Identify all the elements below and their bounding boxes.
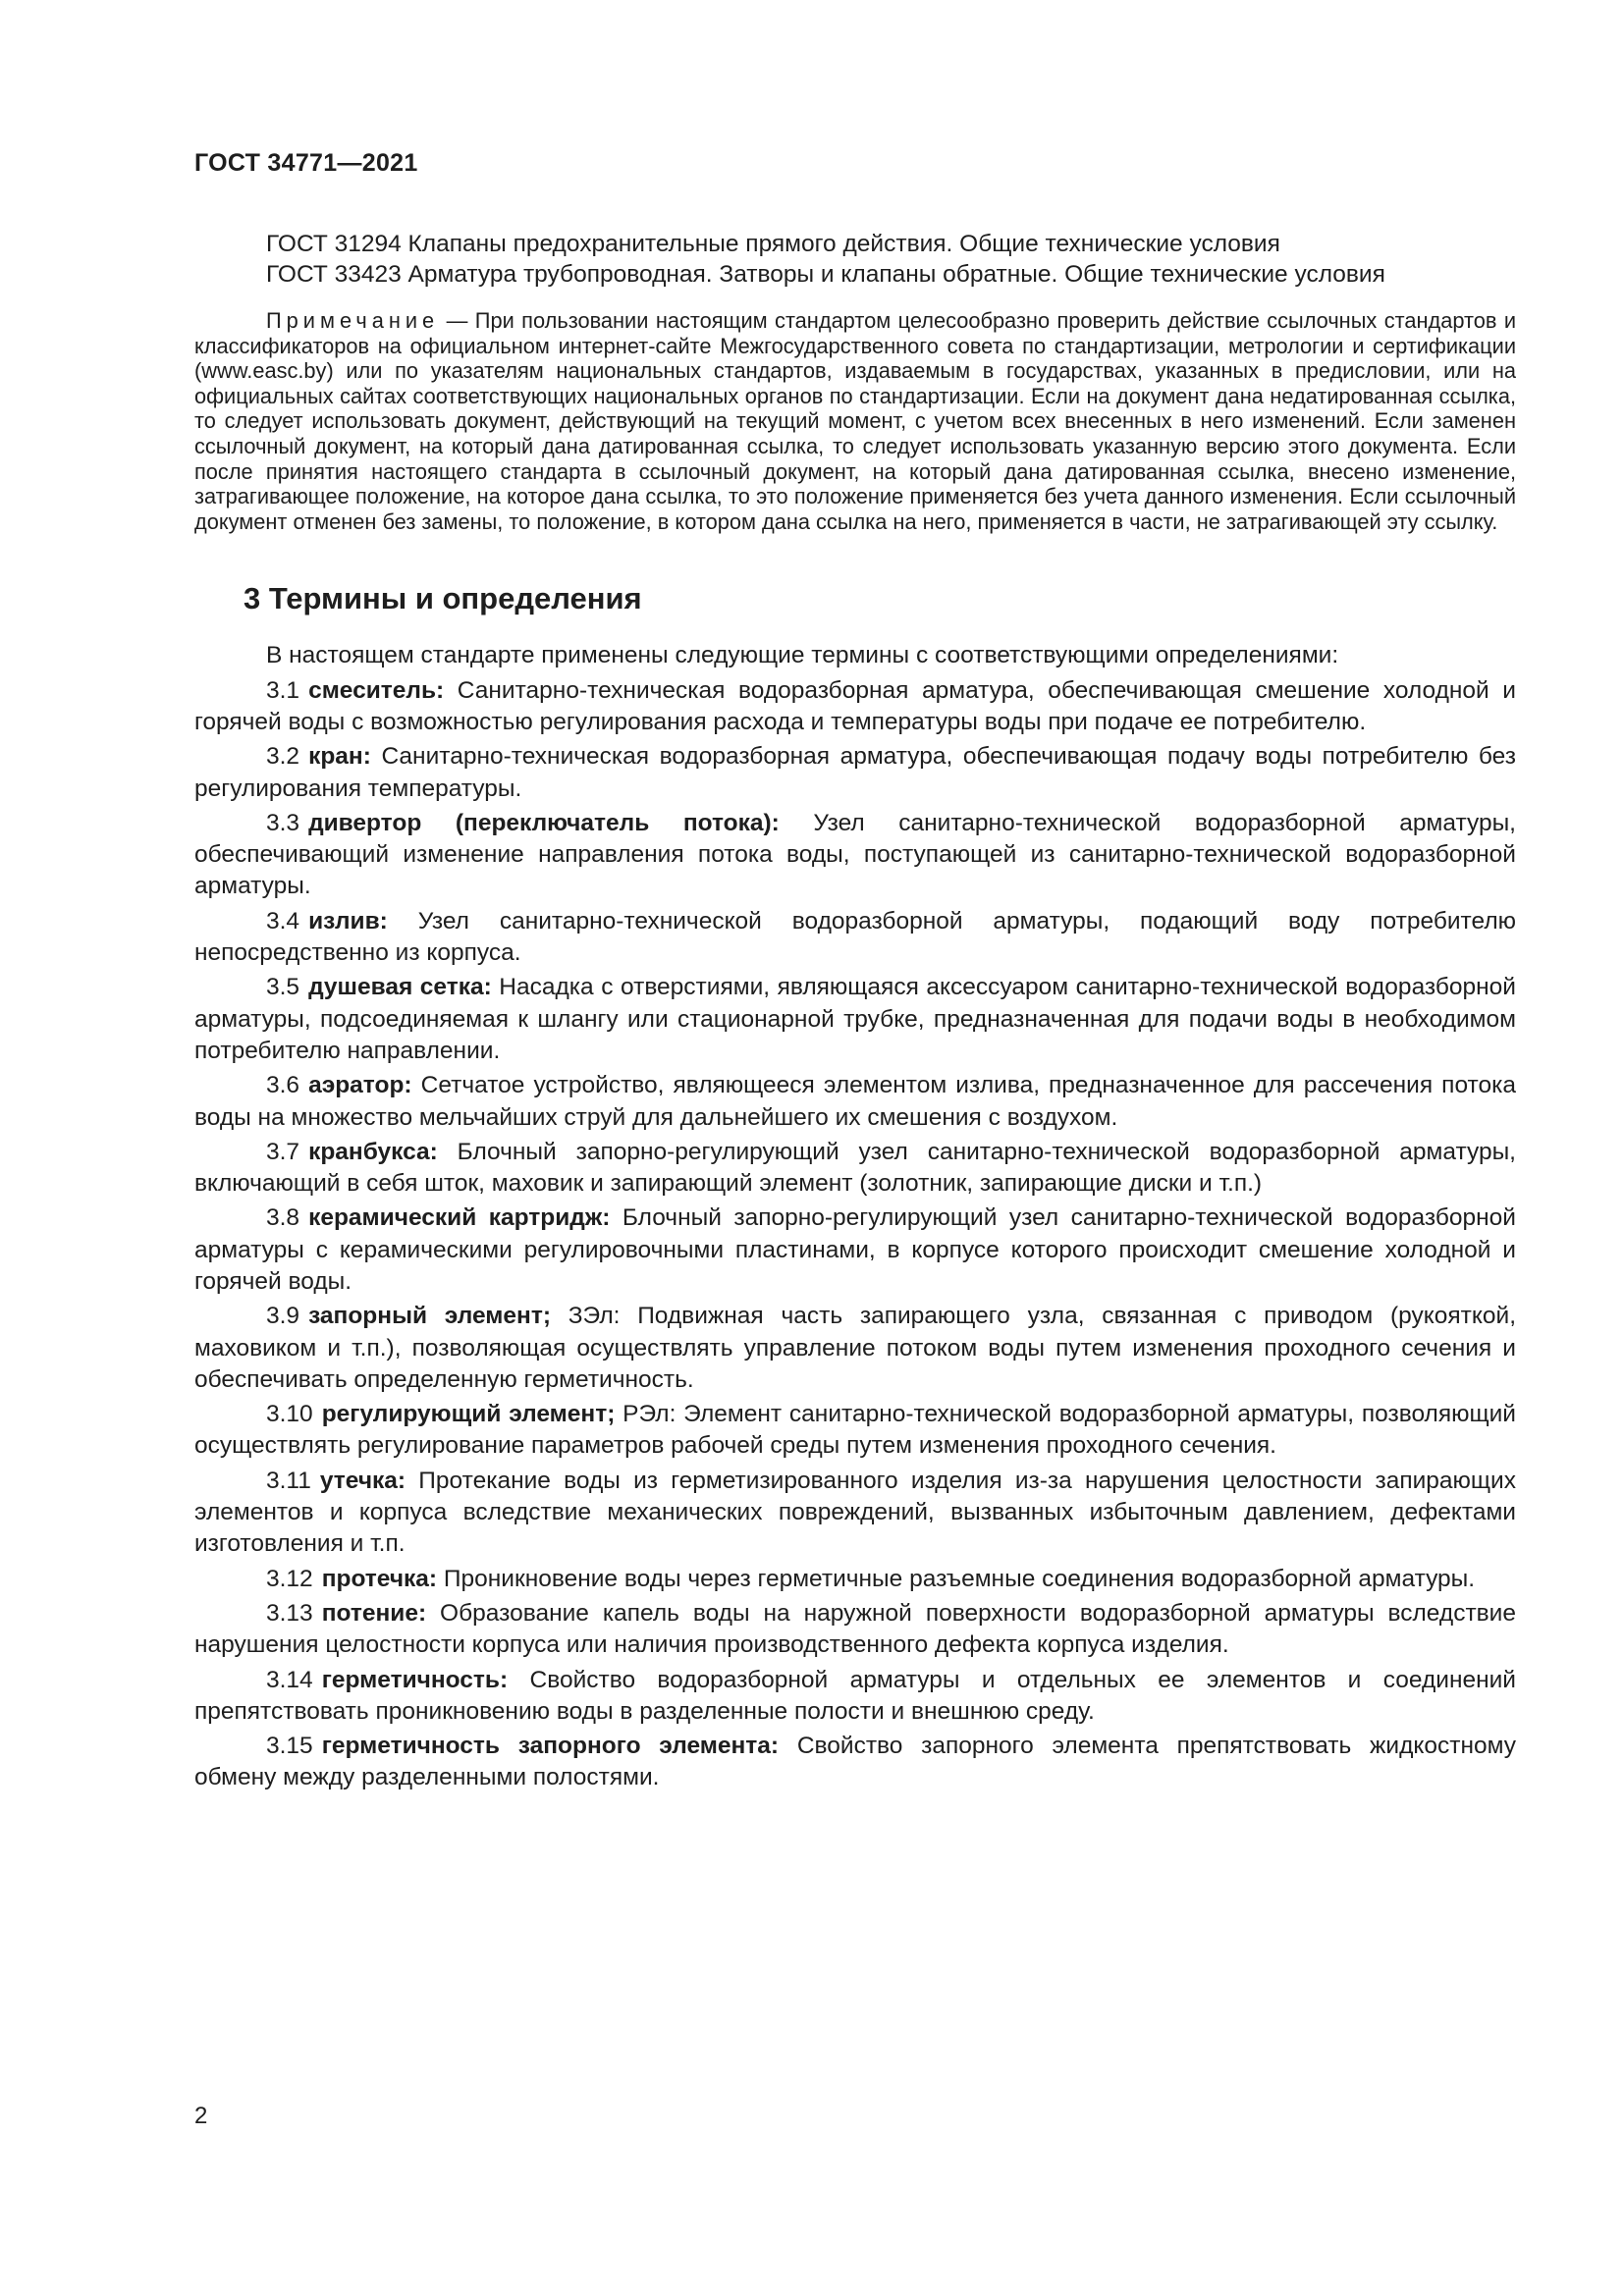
term-number: 3.13 [266, 1599, 313, 1627]
term-number: 3.11 [266, 1467, 311, 1494]
note-label: Примечание [266, 308, 440, 333]
term-definition [194, 906, 1516, 970]
references-note [194, 308, 1516, 534]
term-number: 3.5 [266, 974, 300, 1001]
term-text: Узел санитарно-технической водоразборной арматуры, обеспечивающий изменение направления потока воды, поступающей из санитарно-технической водоразборной арматуры. [194, 809, 1516, 900]
term-definition [194, 1466, 1516, 1561]
normative-reference: ГОСТ 33423 Арматура трубопроводная. Затворы и клапаны обратные. Общие технические условия [266, 261, 1385, 288]
term-definition [194, 675, 1516, 739]
term-definition [194, 808, 1516, 903]
term-definition [194, 1070, 1516, 1134]
term-name: аэратор: [308, 1072, 412, 1099]
term-text: Санитарно-техническая водоразборная арматура, обеспечивающая смешение холодной и горячей воды с возможностью регулирования расхода и температуры воды при подаче ее потребителю. [194, 676, 1516, 735]
term-name: кран: [308, 743, 371, 771]
term-text: Насадка с отверстиями, являющаяся аксессуаром санитарно-технической водоразборной арматуры, подсоединяемая к шлангу или стационарной трубке, предназначенная для подачи воды в необходимом потребителю направлении. [194, 974, 1516, 1064]
term-text: Узел санитарно-технической водоразборной арматуры, подающий воду потребителю непосредственно из корпуса. [194, 907, 1516, 967]
term-definition [194, 1731, 1516, 1794]
term-text: Образование капель воды на наружной поверхности водоразборной арматуры вследствие нарушения целостности корпуса или наличия производственного дефекта корпуса изделия. [194, 1599, 1516, 1659]
term-number: 3.14 [266, 1666, 313, 1693]
term-name: керамический картридж: [308, 1204, 611, 1232]
term-definition [194, 1598, 1516, 1662]
term-name: герметичность запорного элемента: [321, 1733, 780, 1760]
normative-reference: ГОСТ 31294 Клапаны предохранительные прямого действия. Общие технические условия [266, 231, 1280, 257]
term-number: 3.1 [266, 676, 300, 704]
term-name: утечка: [319, 1467, 406, 1494]
term-text: Сетчатое устройство, являющееся элементом излива, предназначенное для рассечения потока воды на множество мельчайших струй для дальнейшего их смешения с воздухом. [194, 1072, 1516, 1131]
term-name: смеситель: [308, 676, 445, 704]
term-name: дивертор (переключатель потока): [308, 809, 780, 836]
term-text: Блочный запорно-регулирующий узел санитарно-технической водоразборной арматуры, включающий в себя шток, маховик и запирающий элемент (золотник, запирающие диски и т.п.) [194, 1138, 1516, 1198]
term-number: 3.10 [266, 1401, 313, 1428]
term-name: кранбукса: [308, 1138, 438, 1165]
page-content [194, 229, 1516, 1794]
page-number: 2 [194, 2103, 208, 2129]
term-name: регулирующий элемент; [321, 1401, 616, 1428]
section-title: 3 Термины и определения [244, 581, 642, 616]
term-number: 3.6 [266, 1072, 300, 1099]
term-number: 3.8 [266, 1204, 300, 1232]
term-definition [194, 741, 1516, 805]
document-header: ГОСТ 34771—2021 [194, 149, 418, 177]
term-definition [194, 1564, 1516, 1595]
term-text: Санитарно-техническая водоразборная арматура, обеспечивающая подачу воды потребителю без регулирования температуры. [194, 743, 1516, 802]
term-text: РЭл: Элемент санитарно-технической водоразборной арматуры, позволяющий осуществлять регулирование параметров рабочей среды путем изменения проходного сечения. [194, 1401, 1516, 1460]
term-number: 3.3 [266, 809, 300, 836]
term-number: 3.4 [266, 907, 300, 934]
term-definition [194, 1399, 1516, 1463]
term-definition [194, 1202, 1516, 1298]
terms-list [194, 675, 1516, 1794]
term-name: протечка: [321, 1565, 438, 1592]
term-definition [194, 1137, 1516, 1201]
term-name: герметичность: [321, 1666, 509, 1693]
term-number: 3.9 [266, 1303, 300, 1330]
term-definition [194, 1301, 1516, 1396]
term-definition [194, 1665, 1516, 1729]
term-name: излив: [308, 907, 388, 934]
term-name: душевая сетка: [308, 974, 492, 1001]
term-name: потение: [321, 1599, 427, 1627]
term-number: 3.12 [266, 1565, 313, 1592]
term-name: запорный элемент; [308, 1303, 551, 1330]
term-text: ЗЭл: Подвижная часть запирающего узла, связанная с приводом (рукояткой, маховиком и т.п.), позволяющая осуществлять управление потоком воды путем изменения проходного сечения и обеспечивать определенную герметичность. [194, 1303, 1516, 1393]
term-number: 3.2 [266, 743, 300, 771]
section-intro: В настоящем стандарте применены следующие термины с соответствующими определениями: [266, 642, 1339, 669]
term-text: Свойство запорного элемента препятствовать жидкостному обмену между разделенными полостями. [194, 1733, 1517, 1791]
term-text: Свойство водоразборной арматуры и отдельных ее элементов и соединений препятствовать проникновению воды в разделенные полости и внешнюю среду. [194, 1666, 1516, 1725]
term-text: Протекание воды из герметизированного изделия из-за нарушения целостности запирающих элементов и корпуса вследствие механических повреждений, вызванных избыточным давлением, дефектами изготовления и т.п. [194, 1467, 1516, 1558]
term-number: 3.7 [266, 1138, 300, 1165]
term-text: Блочный запорно-регулирующий узел санитарно-технической водоразборной арматуры с керамическими регулировочными пластинами, в корпусе которого происходит смешение холодной и горячей воды. [194, 1204, 1516, 1295]
term-text: Проникновение воды через герметичные разъемные соединения водоразборной арматуры. [437, 1565, 1476, 1592]
term-definition [194, 972, 1516, 1067]
note-text: — При пользовании настоящим стандартом целесообразно проверить действие ссылочных стандартов и классификаторов на официальном интернет-сайте Межгосударственного совета по стандартизации, метрологии и сертификации (www.easc.by) или по указателям национальных стандартов, издаваемым в государствах, указанных в предисловии, или на официальных сайтах соответствующих национальных органов по стандартизации. Если на документ дана недатированная ссылка, то следует использовать документ, действующий на текущий момент, с учетом всех внесенных в него изменений. Если заменен ссылочный документ, на который дана датированная ссылка, то следует использовать указанную версию этого документа. Если после принятия настоящего стандарта в ссылочный документ, на который дана датированная ссылка, внесено изменение, затрагивающее положение, на которое дана ссылка, то это положение применяется без учета данного изменения. Если ссылочный документ отменен без замены, то положение, в котором дана ссылка на него, применяется в части, не затрагивающей эту ссылку. [194, 308, 1516, 534]
term-number: 3.15 [266, 1733, 313, 1760]
